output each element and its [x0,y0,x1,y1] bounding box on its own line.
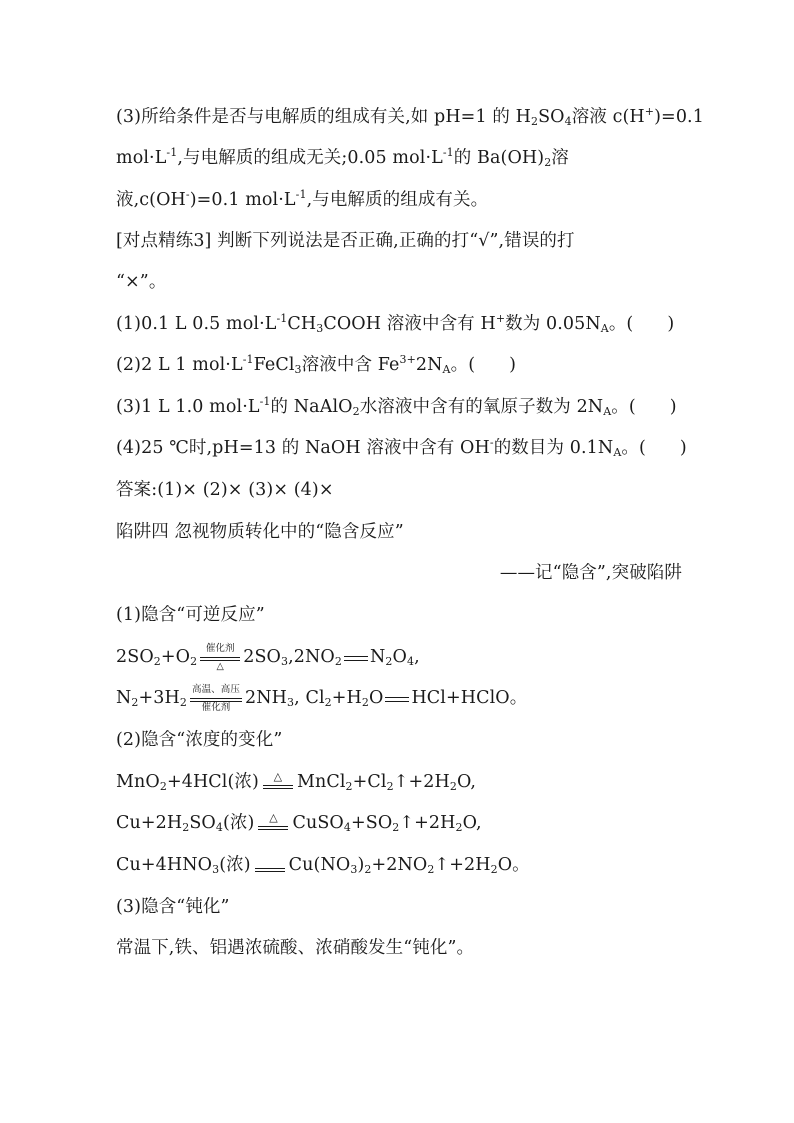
heat-equals-sign: △ [256,812,290,836]
practice-heading-cont: “×”。 [116,272,167,292]
subheading-passivation: (3)隐含“钝化” [116,897,230,917]
question-2: (2)2 L 1 $mol\cdot L^{-1}FeCl_3$溶液中含 $Fe^{3+}2N_A$。( ) [116,353,517,376]
reversible-arrow [343,653,369,663]
section-subtitle: ——记“隐含”,突破陷阱 [499,563,682,583]
question-4: (4)25 ℃时,pH=13 的 NaOH 溶液中含有 OH-的数目为 $0.1N_A$。( ) [116,436,687,459]
reversible-arrow [384,694,410,704]
answer-line: 答案:(1)× (2)× (3)× (4)× [116,480,334,500]
reversible-catalyst-arrow: 催化剂 △ [198,646,242,670]
text-line-s3-2: $mol\cdot L^{-1}$,与电解质的组成无关;0.05 $mol\cdot L^{-1}$的 $Ba(OH)_2$溶 [116,146,569,169]
equation-3: MnO$_2$+4HCl(浓) △ $MnCl_2+Cl_2↑+2H_2O$, [116,769,477,793]
subheading-concentration: (2)隐含“浓度的变化” [116,730,283,750]
equation-4: $Cu+2H_2SO_4$(浓) △ $CuSO_4+SO_2↑+2H_2O$, [116,810,482,834]
heat-equals-sign: △ [261,771,295,795]
passivation-text: 常温下,铁、铝遇浓硫酸、浓硝酸发生“钝化”。 [116,938,475,958]
practice-heading: [对点精练3] 判断下列说法是否正确,正确的打“√”,错误的打 [116,231,575,251]
section-title: 陷阱四 忽视物质转化中的“隐含反应” [116,522,404,542]
reversible-high-temp-arrow: 高温、高压 催化剂 [191,683,240,713]
subheading-reversible: (1)隐含“可逆反应” [116,605,265,625]
equation-1: $2SO_2+O_2$ 催化剂 △ $2SO_3,2NO_2$ $N_2O_4$, [116,642,420,672]
question-3: (3)1 L 1.0 $mol\cdot L^{-1}$的 NaAlO$_2$水溶液中含有的氧原子数为 $2N_A$。( ) [116,395,677,418]
equation-5: $Cu+4HNO_3$(浓) $Cu(NO_3)_2+2NO_2↑+2H_2O$。 [116,855,530,876]
text-line-s3-3: 液,c(OH-)=0.1 $mol\cdot L^{-1}$,与电解质的组成有关。 [116,188,489,210]
text-line-s3-1: (3)所给条件是否与电解质的组成有关,如 pH=1 的 $H_2SO_4$溶液 c(H+)=0.1 [116,105,704,128]
question-1: (1)0.1 L 0.5 $mol\cdot L^{-1}CH_3COOH$ 溶液中含有 H+数为 $0.05N_A$。( ) [116,312,675,335]
equation-2: $N_2+3H_2$ 高温、高压 催化剂 $2NH_3$, $Cl_2+H_2O$ HCl+HClO。 [116,683,528,713]
equals-sign [253,854,287,878]
